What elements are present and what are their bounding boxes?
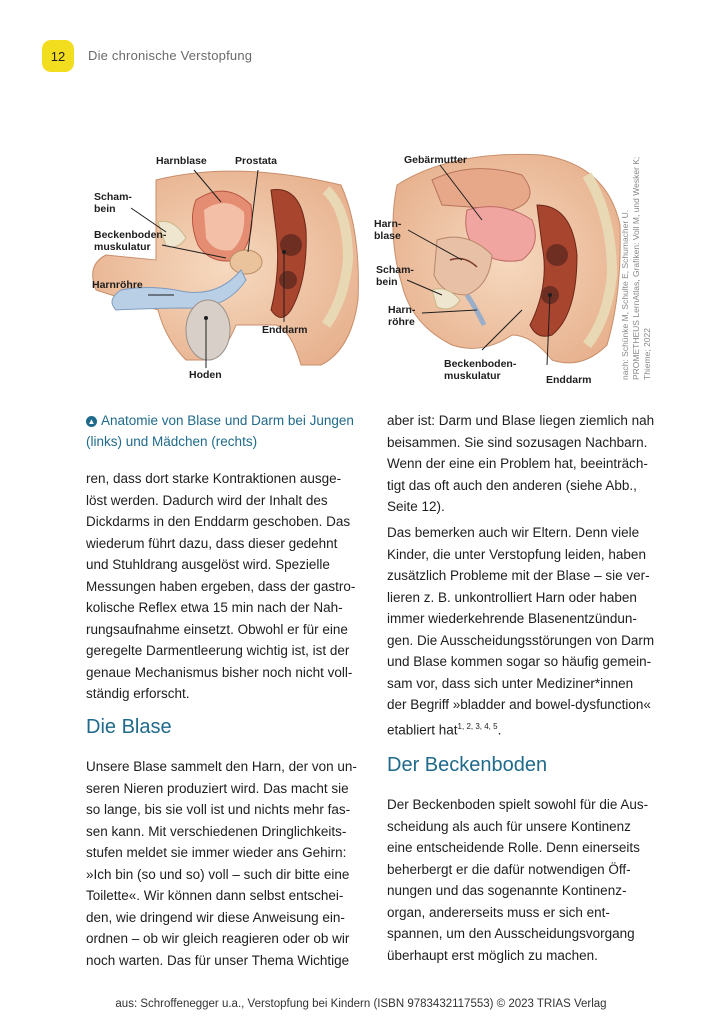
label-harnblase-girl: Harn- blase bbox=[374, 218, 402, 242]
label-schambein: Scham- bein bbox=[94, 191, 132, 215]
label-beckenboden-girl: Beckenboden- muskulatur bbox=[444, 358, 517, 382]
running-head: Die chronische Verstopfung bbox=[88, 48, 253, 63]
right-para-2 bbox=[387, 522, 669, 741]
figure-caption bbox=[86, 410, 376, 452]
right-para-1: aber ist: Darm und Blase liegen ziemlich nah beisammen. Sie sind sozusagen Nachbarn. Wenn der eine ein Problem hat, beeinträch- tigt das oft auch den anderen (siehe Abb., Seite 12). bbox=[387, 413, 655, 514]
left-para-2: Unsere Blase sammelt den Harn, der von un- seren Nieren produziert wird. Das macht sie so lange, bis sie voll ist und nichts mehr fas- sen kann. Mit verschiedenen Dringlichkeits- stufen meldet sie immer wieder ans Gehirn: »Ich bin (so und so) voll – such dir bitte eine Toilette«. Wir können dann selbst entschei- den, wie dringend wir diese Anweisung ein- ordnen – ob wir gleich reagieren oder ob wir noch warten. Das für unser Thema Wichtige bbox=[86, 759, 357, 968]
label-gebaermutter: Gebärmutter bbox=[404, 154, 468, 166]
label-enddarm-girl: Enddarm bbox=[546, 374, 592, 386]
label-enddarm: Enddarm bbox=[262, 324, 308, 336]
label-harnblase: Harnblase bbox=[156, 155, 207, 167]
heading-die-blase: Die Blase bbox=[86, 716, 172, 738]
anatomy-illustration-boy bbox=[86, 150, 366, 390]
page-footer: aus: Schroffenegger u.a., Verstopfung bei Kindern (ISBN 9783432117553) © 2023 TRIAS Verlag bbox=[115, 998, 607, 1010]
left-para-1: ren, dass dort starke Kontraktionen ausge- löst werden. Dadurch wird der Inhalt des Dickdarms in den Enddarm geschoben. Das wiederum führt dazu, dass dieser gedehnt und Stuhldrang ausgelöst wird. Spezielle Messungen haben ergeben, dass der gastro- kolische Reflex etwa 15 min nach der Nah- rungsaufnahme einsetzt. Obwohl er für eine geregelte Darmentleerung wichtig ist, ist der genaue Mechanismus bisher noch nicht voll- ständig erforscht. bbox=[86, 471, 356, 701]
right-para-2-end: . bbox=[497, 722, 502, 737]
anatomy-figure-boy bbox=[86, 150, 366, 390]
label-harnroehre: Harnröhre bbox=[92, 279, 143, 291]
citation-superscript: 1, 2, 3, 4, 5 bbox=[457, 721, 498, 731]
label-schambein-girl: Scham- bein bbox=[376, 264, 414, 288]
heading-der-beckenboden: Der Beckenboden bbox=[387, 754, 548, 776]
label-harnroehre-girl: Harn- röhre bbox=[388, 304, 416, 328]
right-para-2-text: Das bemerken auch wir Eltern. Denn viele Kinder, die unter Verstopfung leiden, haben zusätzlich Probleme mit der Blase – sie ver- lieren z. B. unkontrolliert Harn oder haben immer wiederkehrende Blasenentzündun- gen. Die Ausscheidungsstörungen von Darm und Blase kommen sogar so häufig gemein- sam vor, dass sich unter Mediziner*innen der Begriff »bladder and bowel-dysfunction« etabliert hat bbox=[387, 525, 655, 737]
right-para-3: Der Beckenboden spielt sowohl für die Aus- scheidung als auch für unsere Kontinenz eine entscheidende Rolle. Denn einerseits beherbergt er die dafür notwendigen Öff- nungen und das sogenannte Kontinenz- organ, andererseits muss er sich ent- spannen, um den Ausscheidungsvorgang überhaupt erst möglich zu machen. bbox=[387, 797, 649, 963]
label-prostata: Prostata bbox=[235, 155, 278, 167]
caption-arrow-icon: ▲ bbox=[87, 417, 96, 426]
page-number: 12 bbox=[50, 48, 66, 64]
label-beckenboden: Beckenboden- muskulatur bbox=[94, 229, 167, 253]
page-number-badge bbox=[42, 40, 74, 72]
anatomy-figure-girl bbox=[372, 145, 622, 390]
label-hoden: Hoden bbox=[189, 369, 222, 381]
image-credit: nach: Schünke M, Schulte E, Schumacher U. PROMETHEUS LernAtlas, Grafiken: Voll M, und Wesker K; Thieme; 2022 bbox=[620, 156, 652, 380]
caption-text: Anatomie von Blase und Darm bei Jungen (links) und Mädchen (rechts) bbox=[86, 413, 354, 449]
